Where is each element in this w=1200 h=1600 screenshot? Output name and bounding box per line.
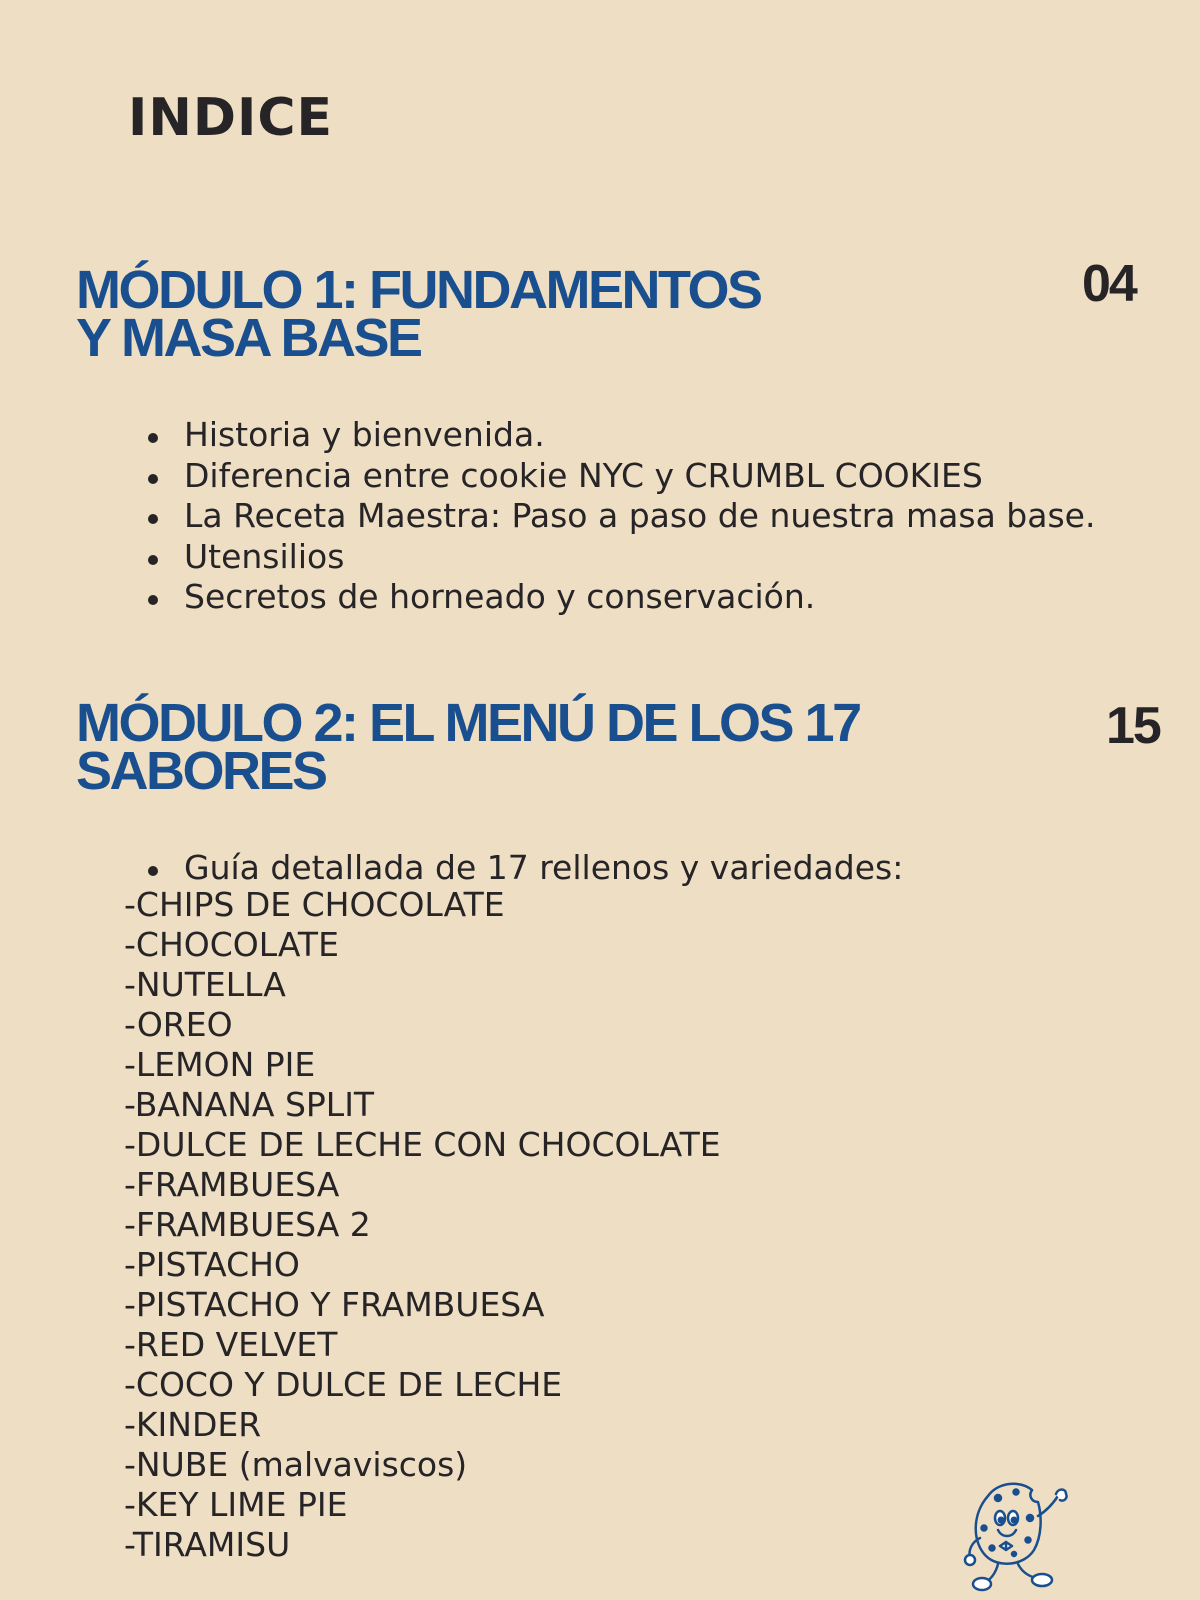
module-2-heading-line1: MÓDULO 2: EL MENÚ DE LOS 17: [76, 693, 860, 753]
flavor-item: -BANANA SPLIT: [124, 1085, 375, 1124]
flavor-item: -KINDER: [124, 1405, 262, 1444]
list-item: Historia y bienvenida.: [140, 415, 1095, 456]
module-2-topic-list: [140, 848, 903, 889]
list-item: Utensilios: [140, 537, 1095, 578]
flavor-item: -DULCE DE LECHE CON CHOCOLATE: [124, 1125, 721, 1164]
module-1-heading: [76, 260, 976, 368]
list-item: La Receta Maestra: Paso a paso de nuestra masa base.: [140, 496, 1095, 537]
module-2-heading-line2: SABORES: [76, 741, 326, 801]
flavor-item: -LEMON PIE: [124, 1045, 316, 1084]
page-title: INDICE: [128, 88, 334, 148]
list-item: Guía detallada de 17 rellenos y variedades:: [140, 848, 903, 889]
flavor-item: -PISTACHO Y FRAMBUESA: [124, 1285, 545, 1324]
flavor-item: -CHOCOLATE: [124, 925, 339, 964]
flavor-item: -NUBE (malvaviscos): [124, 1445, 468, 1484]
flavor-item: -RED VELVET: [124, 1325, 338, 1364]
flavor-item: -KEY LIME PIE: [124, 1485, 348, 1524]
flavor-item: -FRAMBUESA 2: [124, 1205, 371, 1244]
flavor-item: -CHIPS DE CHOCOLATE: [124, 885, 505, 924]
flavor-item: -TIRAMISU: [124, 1525, 291, 1564]
flavor-item: -FRAMBUESA: [124, 1165, 340, 1204]
flavor-item: -NUTELLA: [124, 965, 286, 1004]
cookie-mascot-icon: [958, 1476, 1082, 1594]
flavor-item: -OREO: [124, 1005, 233, 1044]
list-item: Diferencia entre cookie NYC y CRUMBL COOKIES: [140, 456, 1095, 497]
module-2-heading: [76, 693, 976, 801]
list-item: Secretos de horneado y conservación.: [140, 577, 1095, 618]
flavor-list: [124, 885, 721, 1565]
flavor-item: -PISTACHO: [124, 1245, 300, 1284]
flavor-item: -COCO Y DULCE DE LECHE: [124, 1365, 563, 1404]
module-1-heading-line2: Y MASA BASE: [76, 308, 421, 368]
module-1-topic-list: [140, 415, 1095, 618]
module-1-page-number: 04: [1082, 255, 1136, 313]
module-2-page-number: 15: [1106, 697, 1160, 755]
module-1-heading-line1: MÓDULO 1: FUNDAMENTOS: [76, 260, 761, 320]
